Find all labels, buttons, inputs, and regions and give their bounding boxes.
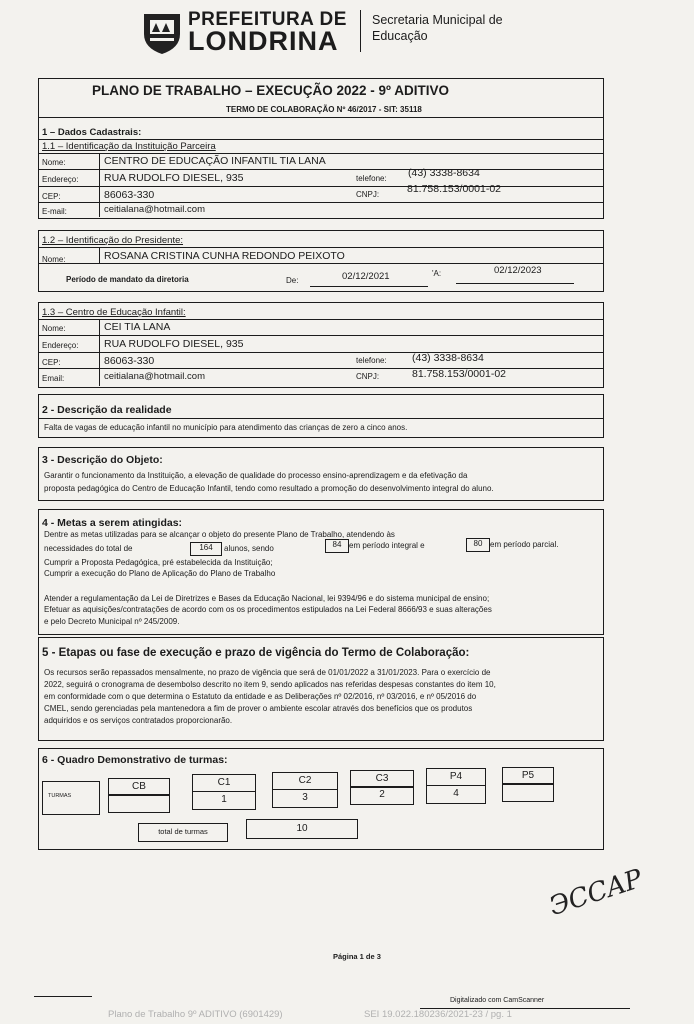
scanner-note: Digitalizado com CamScanner <box>450 997 545 1004</box>
s12-de: 02/12/2021 <box>342 271 390 282</box>
s1-label-cnpj: CNPJ: <box>356 190 380 199</box>
s1-label-endereco: Endereço: <box>42 175 79 184</box>
s4-line3: Cumprir a Proposta Pedagógica, pré estabelecida da Instituição; <box>44 558 273 567</box>
s4-line4: Cumprir a execução do Plano de Aplicação do Plano de Trabalho <box>44 569 276 578</box>
doc-subtitle: TERMO DE COLABORAÇÃO Nº 46/2017 - SIT: 35118 <box>226 105 422 114</box>
s13-label-telefone: telefone: <box>356 356 387 365</box>
s1-cnpj: 81.758.153/0001-02 <box>407 183 502 195</box>
s4-total-box: 164 <box>190 542 222 556</box>
turma-c2-value: 3 <box>272 789 338 808</box>
turma-c2-name: C2 <box>272 772 338 790</box>
turma-cb-name: CB <box>108 778 170 796</box>
s4-line7: e pelo Decreto Municipal nº 245/2009. <box>44 617 180 626</box>
s1-label-nome: Nome: <box>42 158 66 167</box>
s1-endereco: RUA RUDOLFO DIESEL, 935 <box>104 172 244 184</box>
s12-nome: ROSANA CRISTINA CUNHA REDONDO PEIXOTO <box>104 250 345 262</box>
s13-email: ceitialana@hotmail.com <box>104 371 205 382</box>
turma-c3-value: 2 <box>350 786 414 805</box>
s4-line5: Atender a regulamentação da Lei de Diretrizes e Bases da Educação Nacional, lei 9394/96 e do sistema municipal de ensino; <box>44 594 490 603</box>
s4-parcial-box: 80 <box>466 538 490 552</box>
s1-label-telefone: telefone: <box>356 174 387 183</box>
secretaria-line2: Educação <box>372 29 428 43</box>
s5-line1: Os recursos serão repassados mensalmente, no prazo de vigência que será de 01/01/2022 a 31/01/2023. Para o exercício de <box>44 668 491 677</box>
s6-row-label: TURMAS <box>48 793 72 799</box>
s1-telefone: (43) 3338-8634 <box>408 167 480 179</box>
s13-label-endereco: Endereço: <box>42 341 79 350</box>
s13-telefone: (43) 3338-8634 <box>412 352 484 364</box>
s5-line3: em conformidade com o que determina o Estatuto da entidade e as Deliberações nº 02/2016, nº 03/2016, e nº 05/2016 do <box>44 692 477 701</box>
turma-c3-name: C3 <box>350 770 414 788</box>
doc-title: PLANO DE TRABALHO – EXECUÇÃO 2022 - 9º ADITIVO <box>92 83 449 98</box>
s3-line1: Garantir o funcionamento da Instituição, a elevação de qualidade do processo ensino-aprendizagem e da efetivação da <box>44 471 468 480</box>
turma-c1-name: C1 <box>192 774 256 792</box>
s12-sub: 1.2 – Identificação do Presidente: <box>42 235 184 246</box>
s5-heading: 5 - Etapas ou fase de execução e prazo de vigência do Termo de Colaboração: <box>42 647 470 659</box>
s1-heading: 1 – Dados Cadastrais: <box>42 127 142 138</box>
s1-email: ceitialana@hotmail.com <box>104 204 205 215</box>
s13-cep: 86063-330 <box>104 355 155 367</box>
footer-left-rule <box>34 996 92 997</box>
s4-integral-box: 84 <box>325 539 349 553</box>
s13-endereco: RUA RUDOLFO DIESEL, 935 <box>104 338 244 350</box>
brand-top: PREFEITURA DE <box>188 9 347 30</box>
turma-c1-value: 1 <box>192 791 256 810</box>
s6-total-label: total de turmas <box>138 823 228 842</box>
s6-heading: 6 - Quadro Demonstrativo de turmas: <box>42 754 228 766</box>
handwritten-initials: ЭССAP <box>545 863 647 923</box>
s4-line2d: em período parcial. <box>490 540 559 549</box>
city-logo <box>140 10 184 56</box>
s1-sub: 1.1 – Identificação da Instituição Parceira <box>42 141 216 152</box>
s13-sub: 1.3 – Centro de Educação Infantil: <box>42 307 186 318</box>
turma-p4-name: P4 <box>426 768 486 786</box>
doc-ref: Plano de Trabalho 9º ADITIVO (6901429) <box>108 1009 283 1020</box>
s13-label-cep: CEP: <box>42 358 61 367</box>
s5-line5: adquiridos e os serviços contratados proporcionarão. <box>44 716 233 725</box>
turma-p4-value: 4 <box>426 785 486 804</box>
s13-label-cnpj: CNPJ: <box>356 372 380 381</box>
s4-line2b: alunos, sendo <box>224 544 274 553</box>
s1-cep: 86063-330 <box>104 189 155 201</box>
s1-label-email: E-mail: <box>42 207 67 216</box>
s2-text: Falta de vagas de educação infantil no município para atendimento das crianças de zero a cinco anos. <box>44 423 408 432</box>
secretaria-line1: Secretaria Municipal de <box>372 13 503 27</box>
s5-line2: 2022, seguirá o cronograma de desembolso descrito no item 9, sendo aplicados nas referidas despesas constantes do item 10, <box>44 680 496 689</box>
s2-heading: 2 - Descrição da realidade <box>42 404 172 416</box>
s13-label-nome: Nome: <box>42 324 66 333</box>
s1-nome: CENTRO DE EDUCAÇÃO INFANTIL TIA LANA <box>104 155 326 167</box>
crest-icon <box>140 10 184 56</box>
s1-label-cep: CEP: <box>42 192 61 201</box>
s12-a: 02/12/2023 <box>494 265 542 276</box>
s13-label-email: Email: <box>42 374 65 383</box>
s13-cnpj: 81.758.153/0001-02 <box>412 368 507 380</box>
turma-cb-value <box>108 794 170 813</box>
brand-main: LONDRINA <box>188 26 339 56</box>
s3-line2: proposta pedagógica do Centro de Educação Infantil, tendo como resultado a promoção do desenvolvimento integral do aluno. <box>44 484 494 493</box>
s4-heading: 4 - Metas a serem atingidas: <box>42 517 183 529</box>
s13-nome: CEI TIA LANA <box>104 321 171 333</box>
s6-total-value: 10 <box>246 819 358 839</box>
turma-p5-name: P5 <box>502 767 554 785</box>
s12-a-label: 'A: <box>432 269 442 278</box>
s4-line2c: em período integral e <box>349 541 425 550</box>
s12-de-label: De: <box>286 276 299 285</box>
s4-line6: Efetuar as aquisições/contratações de acordo com os os procedimentos estipulados na Lei Federal 8666/93 e suas alterações <box>44 605 492 614</box>
page-number: Página 1 de 3 <box>333 952 381 961</box>
sei-ref: SEI 19.022.180236/2021-23 / pg. 1 <box>364 1009 512 1020</box>
header-divider <box>360 10 361 52</box>
s12-periodo-label: Período de mandato da diretoria <box>66 275 189 284</box>
s5-line4: CMEL, sendo gerenciadas pela mantenedora a fim de prover o ambiente escolar através dos benefícios que os produtos <box>44 704 473 713</box>
s4-line2a: necessidades do total de <box>44 544 133 553</box>
s12-label-nome: Nome: <box>42 255 66 264</box>
s3-heading: 3 - Descrição do Objeto: <box>42 454 163 466</box>
s4-line1: Dentre as metas utilizadas para se alcançar o objeto do presente Plano de Trabalho, atendendo às <box>44 530 395 539</box>
turma-p5-value <box>502 783 554 802</box>
